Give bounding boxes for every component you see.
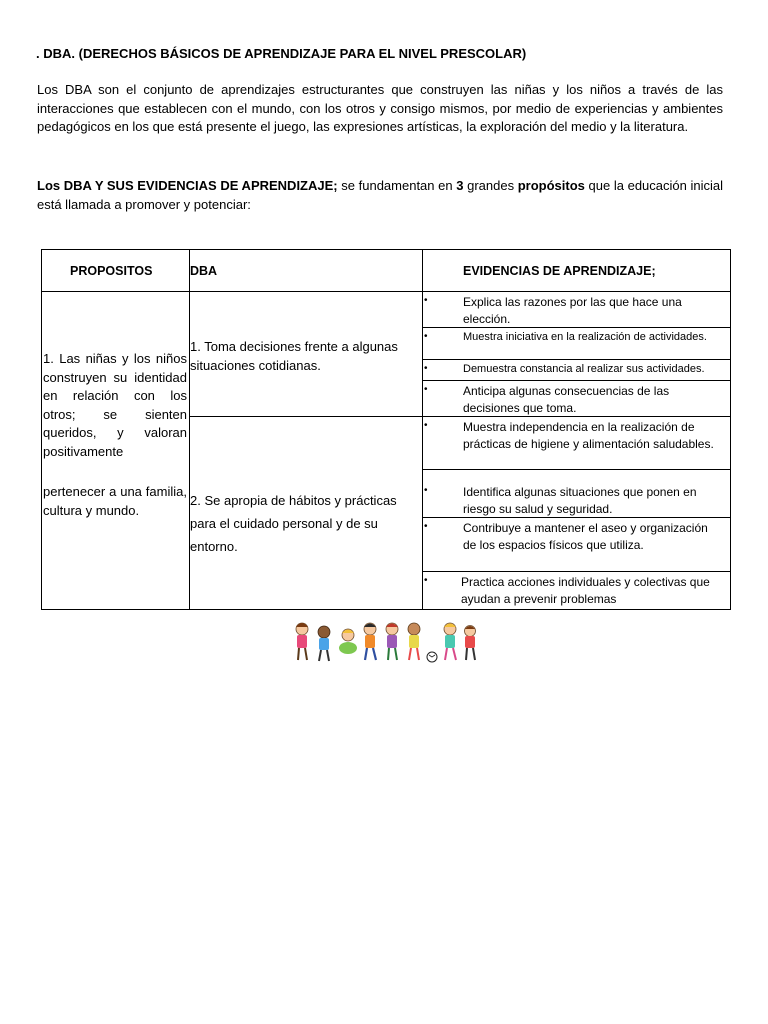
- evidence-text: Muestra independencia en la realización de prácticas de higiene y alimentación saludables.: [463, 420, 714, 451]
- proposito-text-a: 1. Las niñas y los niños construyen su identidad en relación con los otros; se sienten queridos, y valoran positivamente: [43, 351, 187, 459]
- list-item: [423, 518, 730, 572]
- bullet-icon: •: [424, 485, 428, 496]
- bullet-icon: •: [424, 295, 428, 306]
- evidence-text: Demuestra constancia al realizar sus actividades.: [463, 363, 705, 375]
- dba-1-text: 1. Toma decisiones frente a algunas situaciones cotidianas.: [190, 339, 398, 373]
- header-dba: DBA: [190, 250, 423, 292]
- children-icon: [290, 620, 480, 665]
- evidence-text: Contribuye a mantener el aseo y organización de los espacios físicos que utiliza.: [463, 521, 708, 552]
- evidencias-group-2: [423, 417, 731, 610]
- evidencias-group-1: [423, 292, 731, 417]
- purposes-text-3: que la educación inicial está llamada a promover y potenciar:: [37, 178, 724, 212]
- bullet-icon: •: [424, 521, 428, 532]
- list-item: [423, 381, 730, 416]
- dba-1-cell: [190, 292, 423, 417]
- list-item: [423, 292, 730, 328]
- evidence-text: Practica acciones individuales y colectivas que ayudan a prevenir problemas: [461, 575, 710, 606]
- proposito-cell: [42, 292, 190, 610]
- bullet-icon: •: [424, 331, 428, 342]
- purposes-keyword: propósitos: [517, 178, 585, 193]
- intro-paragraph: Los DBA son el conjunto de aprendizajes estructurantes que construyen las niñas y los niños a través de las interacciones que establecen con el mundo, con los otros y consigo mismos, por medio de experiencias y ambientes pedagógicos en los que está presente el juego, las expresiones artísticas, la exploración del medio y la literatura.: [37, 82, 723, 134]
- bullet-icon: •: [424, 384, 428, 395]
- bullet-icon: •: [424, 363, 428, 374]
- evidence-text: Identifica algunas situaciones que ponen en riesgo su salud y seguridad.: [463, 485, 697, 516]
- purposes-text-2: grandes: [463, 178, 518, 193]
- header-propositos: PROPOSITOS: [42, 250, 190, 292]
- list-item: [423, 360, 730, 381]
- purposes-count: 3: [456, 178, 464, 193]
- list-item: [423, 470, 730, 518]
- purposes-bold-title: Los DBA Y SUS EVIDENCIAS DE APRENDIZAJE;: [37, 178, 338, 193]
- purposes-paragraph: [37, 177, 723, 214]
- evidence-text: Anticipa algunas consecuencias de las decisiones que toma.: [463, 384, 670, 415]
- header-evidencias: EVIDENCIAS DE APRENDIZAJE;: [423, 250, 731, 292]
- dba-2-text: 2. Se apropia de hábitos y prácticas para el cuidado personal y de su entorno.: [190, 493, 397, 554]
- dba-table: [41, 249, 731, 610]
- bullet-icon: •: [424, 575, 428, 586]
- bullet-icon: •: [424, 420, 428, 431]
- evidence-text: Explica las razones por las que hace una elección.: [463, 295, 682, 326]
- page-heading: . DBA. (DERECHOS BÁSICOS DE APRENDIZAJE PARA EL NIVEL PRESCOLAR): [36, 46, 527, 61]
- table-row: [42, 292, 731, 417]
- proposito-text-b: pertenecer a una familia, cultura y mundo.: [43, 484, 187, 518]
- dba-2-cell: [190, 417, 423, 610]
- purposes-text-1: se fundamentan en: [337, 178, 457, 193]
- children-playing-illustration: [290, 620, 480, 665]
- list-item: [423, 417, 730, 470]
- list-item: [423, 572, 730, 609]
- list-item: [423, 328, 730, 360]
- table-header-row: [42, 250, 731, 292]
- evidence-text: Muestra iniciativa en la realización de actividades.: [463, 331, 707, 343]
